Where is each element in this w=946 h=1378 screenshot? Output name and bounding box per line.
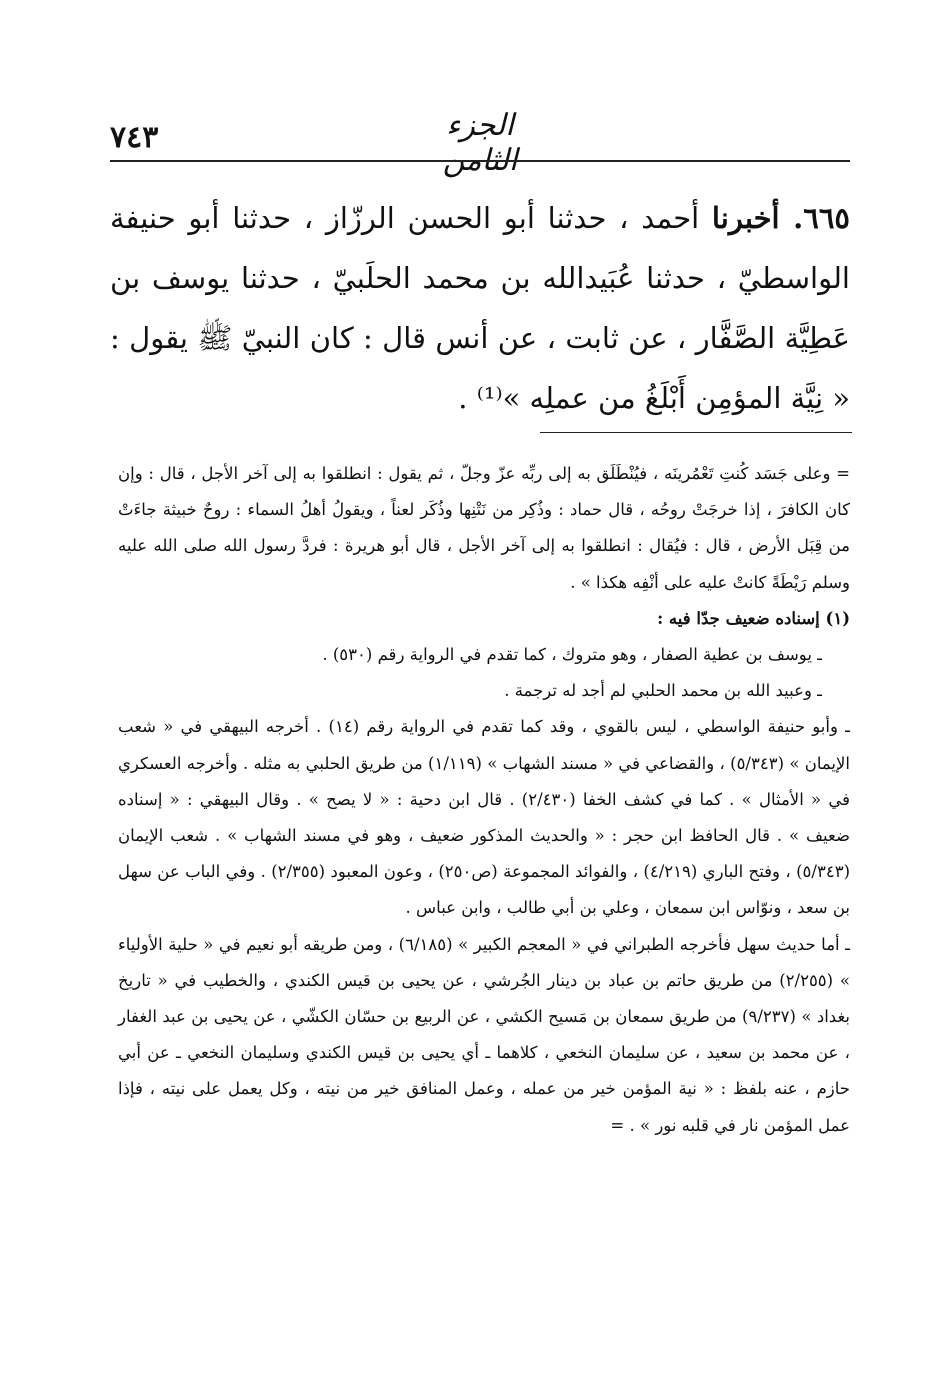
- footnote-paragraph: ـ أما حديث سهل فأخرجه الطبراني في « المعجم الكبير » (٦/١٨٥) ، ومن طريقه أبو نعيم في « حلية الأولياء » (٢/٢٥٥) من طريق حاتم بن عباد بن دينار الجُرشي ، عن يحيى بن قيس الكندي ، والخطيب في « تاريخ بغداد » (٩/٢٣٧) من طريق سمعان بن مَسيح الكشي ، عن الربيع بن حسّان الكشّي ، عن يحيى بن عبد الغفار ، عن محمد بن سعيد ، عن سليمان النخعي ، كلاهما ـ أي يحيى بن قيس الكندي وسليمان النخعي ـ عن أبي حازم ، عنه بلفظ : « نية المؤمن خير من عمله ، وعمل المنافق خير من نيته ، وكل يعمل على نيته ، فإذا عمل المؤمن نار في قلبه نور » . =: [118, 934, 851, 1135]
- page-number: ٧٤٣: [110, 120, 159, 155]
- footnote-item: ـ يوسف بن عطية الصفار ، وهو متروك ، كما تقدم في الرواية رقم (٥٣٠) .: [322, 645, 822, 665]
- footnote-divider: [540, 432, 852, 433]
- hadith-text: [110, 188, 850, 428]
- running-title: الجزء الثامن: [442, 108, 518, 178]
- footnote-paragraph: ـ وأبو حنيفة الواسطي ، ليس بالقوي ، وقد كما تقدم في الرواية رقم (١٤) . أخرجه البيهقي في « شعب الإيمان » (٥/٣٤٣) ، والقضاعي في « مسند الشهاب » (١/١١٩) من طريق الحلبي به مثله . وأخرجه العسكري في « الأمثال » . كما في كشف الخفا (٢/٤٣٠) . قال ابن دحية : « لا يصح » . وقال البيهقي : « إسناده ضعيف » . قال الحافظ ابن حجر : « والحديث المذكور ضعيف ، وهو في مسند الشهاب » . شعب الإيمان (٥/٣٤٣) ، وفتح الباري (٤/٢١٩) ، والفوائد المجموعة (ص٢٥٠) ، وعون المعبود (٢/٣٥٥) . وفي الباب عن سهل بن سعد ، ونوّاس ابن سمعان ، وعلي بن أبي طالب ، وابن عباس .: [118, 717, 850, 918]
- footnote-heading: (١) إسناده ضعيف جدّا فيه :: [657, 608, 850, 628]
- page-header: [110, 100, 850, 178]
- hadith-number-lead: ٦٦٥. أخبرنا: [711, 201, 850, 235]
- footnote-item: ـ وعبيد الله بن محمد الحلبي لم أجد له ترجمة .: [504, 681, 822, 701]
- hadith-body: أحمد ، حدثنا أبو الحسن الرزّاز ، حدثنا أبو حنيفة الواسطيّ ، حدثنا عُبَيدالله بن محمد الحلَبيّ ، حدثنا يوسف بن عَطِيَّة الصَّفَّار ، عن ثابت ، عن أنس قال : كان النبيّ ﷺ يقول : « نِيَّة المؤمِن أَبْلَغُ من عملِه »⁽¹⁾ .: [110, 201, 850, 415]
- header-divider: [110, 160, 850, 162]
- footnotes-section: [118, 456, 850, 1144]
- footnote-continuation: = وعلى جَسَد كُنتِ تَعْمُرينَه ، فيُنْطَلَق به إلى ربِّه عزّ وجلّ ، ثم يقول : انطلقوا به إلى آخر الأجل ، قال : وإن كان الكافرَ ، إذا خرجَتْ روحُه ، قال حماد : وذُكِر من نَتْنِها وذُكَر لعناً ، ويقولُ أهلُ السماء : روحٌ خبيثة جاءَتْ من قِبَل الأرض ، قال : فيُقال : انطلقوا به إلى آخر الأجل ، قال أبو هريرة : فردَّ رسول الله صلى الله عليه وسلم رَيْطَةً كانتْ عليه على أنْفِه هكذا » .: [118, 464, 850, 592]
